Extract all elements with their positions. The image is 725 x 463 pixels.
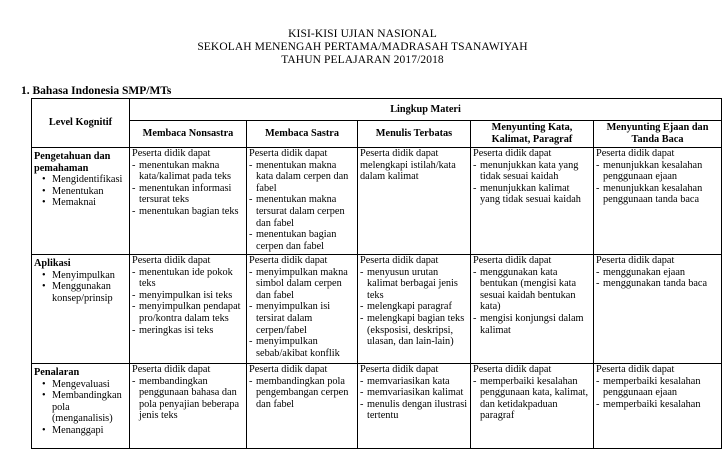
cell-item: - memvariasikan kata [360,376,468,388]
cell-item: - menentukan ide pokok teks [132,267,244,290]
cell-intro: Peserta didik dapat [132,255,211,266]
cell-item: - menentukan bagian teks [132,206,244,218]
cell-item: - menyimpulkan sebab/akibat konflik [249,336,355,359]
level-bullet-list [34,270,127,305]
cell-item: - menyusun urutan kalimat berbagai jenis teks [360,267,468,302]
cell-intro: Peserta didik dapat [473,364,552,375]
cell-item-list [473,376,591,422]
cell-item: - menyimpulkan pendapat pro/kontra dalam teks [132,301,244,324]
materi-cell [358,364,471,449]
cell-item-list [249,160,355,253]
cell-item: - memvariasikan kalimat [360,387,468,399]
level-bullet-item: • Membandingkan pola (menganalisis) [46,390,127,425]
level-cell [32,148,130,255]
level-bullet-item: • Mengevaluasi [46,379,127,391]
cell-item: - menyimpulkan makna simbol dalam cerpen dan fabel [249,267,355,302]
cell-item: - menggunakan kata bentukan (mengisi kata sesuai kaidah bentukan kata) [473,267,591,313]
materi-cell [471,255,594,364]
cell-intro: Peserta didik dapat [596,148,675,159]
materi-cell [130,148,247,255]
cell-item: - menunjukkan kesalahan penggunaan ejaan [596,160,719,183]
cell-item: - menentukan makna kata/kalimat pada teks [132,160,244,183]
materi-cell [471,364,594,449]
cell-item: - menulis dengan ilustrasi tertentu [360,399,468,422]
cell-item: - menunjukkan kesalahan penggunaan tanda baca [596,183,719,206]
table-row [32,255,722,364]
doc-title-line-1: KISI-KISI UJIAN NASIONAL [288,28,437,40]
level-cell [32,255,130,364]
level-bullet-item: • Memaknai [46,197,127,209]
cell-item: - menentukan makna tersurat dalam cerpen dan fabel [249,194,355,229]
level-kognitif-header: Level Kognitif [32,99,130,148]
cell-item: - meringkas isi teks [132,325,244,337]
level-bullet-item: • Menanggapi [46,425,127,437]
cell-item: - menyimpulkan isi tersirat dalam cerpen/fabel [249,301,355,336]
cell-item: - melengkapi paragraf [360,301,468,313]
table-row [32,148,722,255]
cell-item-list [360,376,468,422]
column-header: Membaca Nonsastra [130,121,247,148]
doc-title-line-3: TAHUN PELAJARAN 2017/2018 [281,54,444,66]
materi-cell [594,255,722,364]
doc-title-line-2: SEKOLAH MENENGAH PERTAMA/MADRASAH TSANAWIYAH [197,41,528,53]
level-bullet-list [34,174,127,209]
cell-item: - membandingkan penggunaan bahasa dan pola penyajian beberapa jenis teks [132,376,244,422]
cell-item: - melengkapi bagian teks (eksposisi, deskripsi, ulasan, dan lain-lain) [360,313,468,348]
cell-item: - menentukan makna kata dalam cerpen dan fabel [249,160,355,195]
level-bullet-item: • Mengidentifikasi [46,174,127,186]
materi-cell [247,148,358,255]
cell-intro: Peserta didik dapat [596,255,675,266]
materi-cell [358,255,471,364]
lingkup-materi-header: Lingkup Materi [130,99,722,121]
cell-item-list [249,376,355,411]
cell-item-list [596,160,719,206]
cell-intro: Peserta didik dapat [132,364,211,375]
cell-item: - menunjukkan kalimat yang tidak sesuai kaidah [473,183,591,206]
level-bullet-item: • Menyimpulkan [46,270,127,282]
cell-item: - menentukan informasi tersurat teks [132,183,244,206]
cell-item-list [132,267,244,337]
level-bullet-list [34,379,127,437]
cell-item: - mengisi konjungsi dalam kalimat [473,313,591,336]
cell-intro: Peserta didik dapat [473,255,552,266]
cell-item: - memperbaiki kesalahan penggunaan kata, kalimat, dan ketidakpaduan paragraf [473,376,591,422]
cell-intro: Peserta didik dapat [596,364,675,375]
cell-intro: Peserta didik dapat [473,148,552,159]
cell-item-list [360,267,468,348]
materi-cell [130,364,247,449]
cell-intro: Peserta didik dapat [249,255,328,266]
materi-cell [358,148,471,255]
cell-intro: Peserta didik dapat [360,364,439,375]
cell-item: - memperbaiki kesalahan penggunaan ejaan [596,376,719,399]
table-row [32,364,722,449]
cell-item: - menggunakan tanda baca [596,278,719,290]
cell-intro: Peserta didik dapat melengkapi istilah/kata dalam kalimat [360,148,456,183]
column-header: Membaca Sastra [247,121,358,148]
materi-cell [247,255,358,364]
level-bullet-item: • Menentukan [46,186,127,198]
cell-intro: Peserta didik dapat [360,255,439,266]
cell-item: - menggunakan ejaan [596,267,719,279]
cell-item-list [249,267,355,360]
cell-intro: Peserta didik dapat [132,148,211,159]
materi-cell [594,148,722,255]
materi-cell [247,364,358,449]
level-title: Penalaran [34,367,80,378]
section-title: 1. Bahasa Indonesia SMP/MTs [21,85,172,97]
cell-intro: Peserta didik dapat [249,364,328,375]
cell-item-list [596,267,719,290]
level-cell [32,364,130,449]
cell-item: - memperbaiki kesalahan [596,399,719,411]
materi-cell [130,255,247,364]
cell-item-list [596,376,719,411]
level-title: Aplikasi [34,258,71,269]
materi-cell [594,364,722,449]
cell-item: - membandingkan pola pengembangan cerpen dan fabel [249,376,355,411]
cell-intro: Peserta didik dapat [249,148,328,159]
cell-item: - menunjukkan kata yang tidak sesuai kaidah [473,160,591,183]
cell-item: - menyimpulkan isi teks [132,290,244,302]
cell-item-list [132,160,244,218]
column-header: Menyunting Ejaan dan Tanda Baca [594,121,722,148]
column-header: Menyunting Kata, Kalimat, Paragraf [471,121,594,148]
cell-item-list [473,267,591,337]
cell-item-list [473,160,591,206]
column-header: Menulis Terbatas [358,121,471,148]
cell-item: - menentukan bagian cerpen dan fabel [249,229,355,252]
materi-cell [471,148,594,255]
cell-item-list [132,376,244,422]
level-title: Pengetahuan dan pemahaman [34,151,111,174]
kisi-kisi-table [31,98,722,449]
level-bullet-item: • Menggunakan konsep/prinsip [46,281,127,304]
